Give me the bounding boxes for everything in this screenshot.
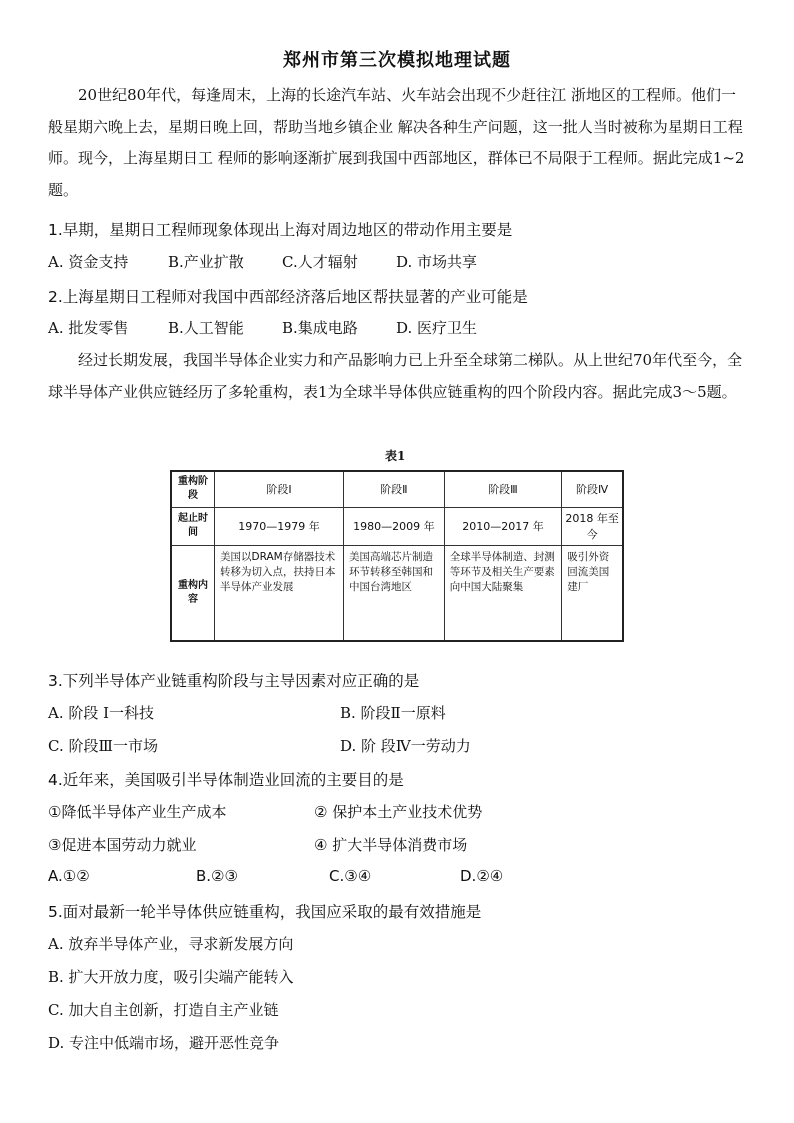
q2-option-c: B.集成电路 (282, 319, 358, 337)
stage-2-time: 1980—2009 年 (343, 507, 444, 545)
stage-2-header: 阶段Ⅱ (343, 471, 444, 507)
question-5-stem: 5.面对最新一轮半导体供应链重构，我国应采取的最有效措施是 (48, 903, 482, 921)
q5-option-d: D. 专注中低端市场，避开恶性竞争 (48, 1034, 280, 1052)
table-time-row (171, 507, 623, 545)
header-label: 重构阶段 (171, 471, 215, 507)
q5-option-b: B. 扩大开放力度，吸引尖端产能转入 (48, 968, 294, 986)
q4-item-1: ①降低半导体产业生产成本 (48, 803, 227, 821)
q2-option-a: A. 批发零售 (48, 319, 129, 337)
supply-chain-table (170, 470, 624, 642)
q2-option-d: D. 医疗卫生 (396, 319, 478, 337)
stage-1-header: 阶段Ⅰ (215, 471, 344, 507)
table-content-row (171, 545, 623, 641)
passage-2: 经过长期发展，我国半导体企业实力和产品影响力已上升至全球第二梯队。从上世纪70年代至今，全球半导体产业供应链经历了多轮重构，表1为全球半导体供应链重构的四个阶段内容。据此完成3～5题。 (48, 351, 743, 401)
q1-option-d: D. 市场共享 (396, 253, 478, 271)
stage-4-header: 阶段Ⅳ (562, 471, 623, 507)
stage-3-header: 阶段Ⅲ (444, 471, 561, 507)
page-title: 郑州市第三次模拟地理试题 (283, 50, 511, 71)
q3-option-a: A. 阶段 Ⅰ一科技 (48, 704, 155, 722)
q4-item-3: ③促进本国劳动力就业 (48, 836, 197, 854)
question-3-stem: 3.下列半导体产业链重构阶段与主导因素对应正确的是 (48, 672, 420, 690)
q4-option-d: D.②④ (460, 867, 504, 885)
q4-item-2: ② 保护本土产业技术优势 (314, 803, 483, 821)
q1-option-a: A. 资金支持 (48, 253, 129, 271)
stage-2-content: 美国高端芯片制造环节转移至韩国和中国台湾地区 (343, 545, 444, 641)
table-header-row (171, 471, 623, 507)
stage-4-content: 吸引外资回流美国建厂 (562, 545, 623, 641)
passage-1: 20世纪80年代，每逢周末，上海的长途汽车站、火车站会出现不少赶往江 浙地区的工程师。他们一般星期六晚上去，星期日晚上回，帮助当地乡镇企业 解决各种生产问题，这一批人当时被称为星期日工程师。现今，上海星期日工 程师的影响逐渐扩展到我国中西部地区，群体已不局限于工程师。据此完成1~2题。 (48, 86, 745, 199)
q3-option-c: C. 阶段Ⅲ一市场 (48, 737, 158, 755)
question-1-stem: 1.早期，星期日工程师现象体现出上海对周边地区的带动作用主要是 (48, 221, 513, 239)
stage-3-content: 全球半导体制造、封测等环节及相关生产要素向中国大陆聚集 (444, 545, 561, 641)
q4-option-b: B.②③ (196, 867, 238, 885)
q5-option-a: A. 放弃半导体产业，寻求新发展方向 (48, 935, 294, 953)
q4-option-a: A.①② (48, 867, 90, 885)
stage-3-time: 2010—2017 年 (444, 507, 561, 545)
q3-option-b: B. 阶段Ⅱ一原料 (340, 704, 446, 722)
content-label: 重构内容 (171, 545, 215, 641)
q4-option-c: C.③④ (329, 867, 372, 885)
question-2-stem: 2.上海星期日工程师对我国中西部经济落后地区帮扶显著的产业可能是 (48, 288, 528, 306)
time-label: 起止时间 (171, 507, 215, 545)
q5-option-c: C. 加大自主创新，打造自主产业链 (48, 1001, 279, 1019)
q1-option-b: B.产业扩散 (168, 253, 244, 271)
q1-option-c: C.人才辐射 (282, 253, 358, 271)
question-4-stem: 4.近年来，美国吸引半导体制造业回流的主要目的是 (48, 771, 404, 789)
q4-item-4: ④ 扩大半导体消费市场 (314, 836, 468, 854)
table-caption: 表1 (385, 449, 406, 463)
stage-4-time: 2018 年至今 (562, 507, 623, 545)
stage-1-content: 美国以DRAM存储器技术转移为切入点，扶持日本半导体产业发展 (215, 545, 344, 641)
q3-option-d: D. 阶 段Ⅳ一劳动力 (340, 737, 471, 755)
q2-option-b: B.人工智能 (168, 319, 244, 337)
stage-1-time: 1970—1979 年 (215, 507, 344, 545)
